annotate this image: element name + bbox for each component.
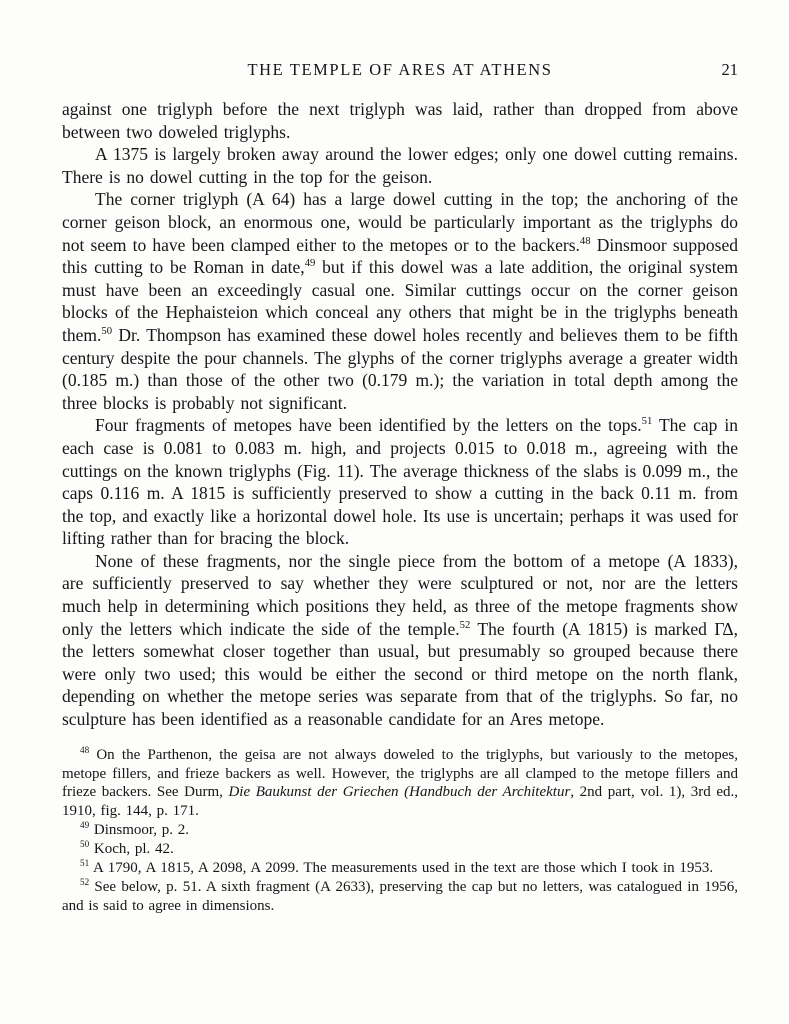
footnote-marker: 49: [80, 820, 90, 831]
footnote: $^{50}$ Koch, pl. 42.: [80, 839, 174, 858]
footnote: $^{52}$ See below, p. 51. A sixth fragment (A 2633), preserving the cap but no letters, was catalogued in 1956, and is said to agree in dimensions.: [62, 876, 738, 914]
page-number: 21: [721, 60, 738, 79]
paragraph: against one triglyph before the next triglyph was laid, rather than dropped from above between two doweled triglyphs.: [62, 99, 738, 142]
body-paragraphs: [62, 98, 738, 731]
footnote-ref: 52: [459, 618, 471, 631]
italic-text: Die Baukunst der Griechen (Handbuch der Architektur: [228, 784, 571, 801]
footnote-ref: 48: [579, 234, 591, 247]
footnote-marker: 50: [80, 839, 90, 850]
footnote-marker: 48: [80, 744, 90, 755]
footnotes: [62, 746, 738, 916]
footnote: $^{48}$ On the Parthenon, the geisa are not always doweled to the triglyphs, but variously to the metopes, metope fillers, and frieze backers as well. However, the triglyphs are all clamped to the metope fillers and frieze backers. See Durm, Die Baukunst der Griechen (Handbuch der Architektur, 2nd part, vol. 1), 3rd ed., 1910, fig. 144, p. 171.: [62, 744, 738, 820]
footnote: $^{49}$ Dinsmoor, p. 2.: [80, 820, 190, 839]
running-header: [62, 60, 738, 82]
paragraph: None of these fragments, nor the single piece from the bottom of a metope (A 1833), are sufficiently preserved to say whether they were sculptured or not, nor are the letters much help in determining which positions they held, as three of the metope fragments show only the letters which indicate the side of the temple.$^{52}$ The fourth (A 1815) is marked ΓΔ, the letters somewhat closer together than usual, but presumably so grouped because there were only two used; this would be either the second or third metope on the north flank, depending on whether the metope series was separate from that of the triglyphs. So far, no sculpture has been identified as a reasonable candidate for an Ares metope.: [62, 550, 738, 730]
footnote-ref: 50: [101, 325, 113, 338]
footnote-marker: 51: [80, 858, 90, 869]
paragraph: The corner triglyph (A 64) has a large dowel cutting in the top; the anchoring of the corner geison block, an enormous one, would be particularly important as the triglyphs do not seem to have been clamped either to the metopes or to the backers.$^{48}$ Dinsmoor supposed this cutting to be Roman in date,$^{49}$ but if this dowel was a late addition, the original system must have been an exceedingly casual one. Similar cuttings occur on the corner geison blocks of the Hephaisteion which conceal any others that might be in the triglyphs beneath them.$^{50}$ Dr. Thompson has examined these dowel holes recently and believes them to be fifth century despite the pour channels. The glyphs of the corner triglyphs average a greater width (0.185 m.) than those of the other two (0.179 m.); the variation in total depth among the three blocks is probably not significant.: [62, 189, 739, 413]
footnote: $^{51}$ A 1790, A 1815, A 2098, A 2099. The measurements used in the text are those which I took in 1953.: [80, 858, 714, 877]
footnote-ref: 51: [641, 415, 653, 428]
footnote-ref: 49: [304, 257, 316, 270]
paragraph: Four fragments of metopes have been identified by the letters on the tops.$^{51}$ The cap in each case is 0.081 to 0.083 m. high, and projects 0.015 to 0.018 m., agreeing with the cuttings on the known triglyphs (Fig. 11). The average thickness of the slabs is 0.099 m., the caps 0.116 m. A 1815 is sufficiently preserved to show a cutting in the back 0.11 m. from the top, and exactly like a horizontal dowel hole. Its use is uncertain; perhaps it was used for lifting rather than for bracing the block.: [62, 415, 739, 549]
page-title: THE TEMPLE OF ARES AT ATHENS: [247, 60, 553, 79]
paragraph: A 1375 is largely broken away around the lower edges; only one dowel cutting remains. There is no dowel cutting in the top for the geison.: [62, 144, 738, 187]
footnote-marker: 52: [80, 876, 90, 887]
